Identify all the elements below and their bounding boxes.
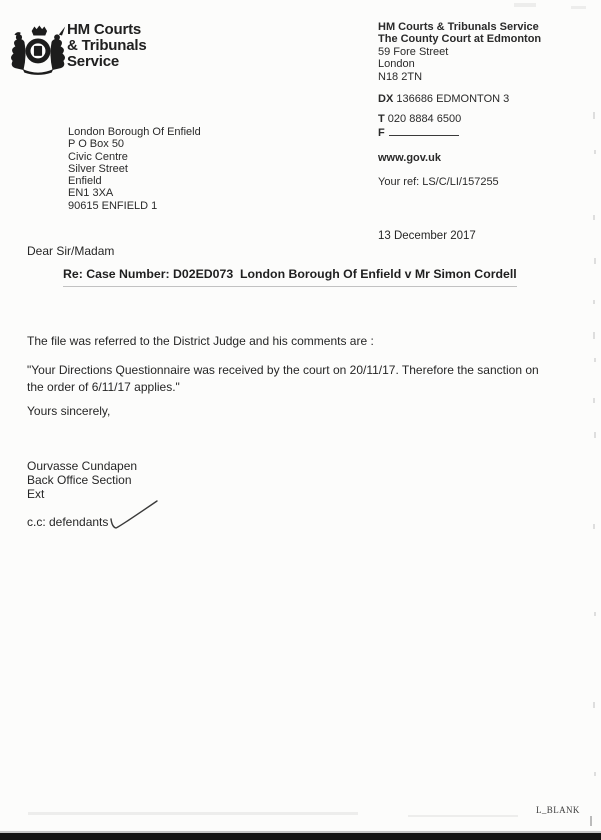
judge-comments-quote <box>27 362 539 395</box>
sender-org: HM Courts & Tribunals Service <box>378 21 539 33</box>
footer-form-code: L_BLANK <box>536 805 580 815</box>
recipient-line: Enfield <box>68 175 102 188</box>
scan-artifact <box>594 358 596 362</box>
website: www.gov.uk <box>378 152 441 165</box>
dx-line <box>378 93 593 105</box>
fax-blank-rule <box>389 126 459 136</box>
sender-address-block <box>378 21 593 188</box>
signatory-name: Ourvasse Cundapen <box>27 459 138 473</box>
body-paragraph: The file was referred to the District Judge and his comments are : <box>27 334 374 348</box>
handwritten-tick-icon <box>105 494 163 536</box>
dx-value: 136686 EDMONTON 3 <box>396 93 510 106</box>
tel-value: 020 8884 6500 <box>387 113 462 126</box>
scan-artifact <box>594 432 596 438</box>
scan-artifact <box>514 3 536 7</box>
fax-label: F <box>378 126 385 139</box>
recipient-line: London Borough Of Enfield <box>68 126 201 138</box>
sender-court: The County Court at Edmonton <box>378 33 542 46</box>
closing: Yours sincerely, <box>27 404 111 418</box>
recipient-address-block <box>68 126 201 212</box>
logotype-line: & Tribunals <box>67 37 147 54</box>
your-ref: Your ref: LS/C/LI/157255 <box>378 175 499 188</box>
sender-address-line: London <box>378 58 415 71</box>
telephone-line <box>378 113 593 125</box>
sender-address-line: 59 Fore Street <box>378 45 449 58</box>
recipient-line: P O Box 50 <box>68 138 125 151</box>
recipient-line: 90615 ENFIELD 1 <box>68 199 158 212</box>
subject-line: Re: Case Number: D02ED073 London Borough Of Enfield v Mr Simon Cordell <box>63 267 517 287</box>
letter-date: 13 December 2017 <box>378 230 476 242</box>
recipient-line: Civic Centre <box>68 150 128 163</box>
scan-artifact <box>590 816 592 826</box>
scan-bottom-bar <box>0 833 601 840</box>
fax-line <box>378 126 593 139</box>
logotype-line: HM Courts <box>67 21 142 38</box>
hmcts-logotype <box>67 22 146 70</box>
scan-artifact <box>594 150 596 154</box>
logotype-line: Service <box>67 53 119 70</box>
scan-artifact <box>593 524 595 529</box>
scan-artifact <box>593 398 595 403</box>
recipient-line: Silver Street <box>68 162 128 175</box>
sender-address-line: N18 2TN <box>378 70 423 83</box>
salutation: Dear Sir/Madam <box>27 244 115 258</box>
scan-artifact <box>408 815 518 817</box>
scan-artifact <box>593 300 595 304</box>
scan-artifact <box>571 6 586 9</box>
scan-artifact <box>28 812 358 815</box>
scan-artifact <box>594 612 596 616</box>
recipient-line: EN1 3XA <box>68 187 114 200</box>
scan-artifact <box>593 702 595 708</box>
signatory-department: Back Office Section <box>27 473 132 488</box>
scan-artifact <box>594 258 596 264</box>
quote-line: "Your Directions Questionnaire was received by the court on 20/11/17. Therefore the sanction on <box>27 363 539 377</box>
tel-label: T <box>378 113 385 126</box>
cc-line: c.c: defendants <box>27 515 109 529</box>
subject-line-wrap <box>63 265 517 287</box>
signatory-ext: Ext <box>27 487 45 502</box>
quote-line: the order of 6/11/17 applies." <box>27 379 180 394</box>
scan-artifact <box>593 112 595 119</box>
scan-artifact <box>594 772 596 776</box>
scan-artifact <box>593 215 595 220</box>
scan-artifact <box>593 332 595 339</box>
royal-coat-of-arms-icon <box>9 21 67 79</box>
dx-label: DX <box>378 93 394 106</box>
